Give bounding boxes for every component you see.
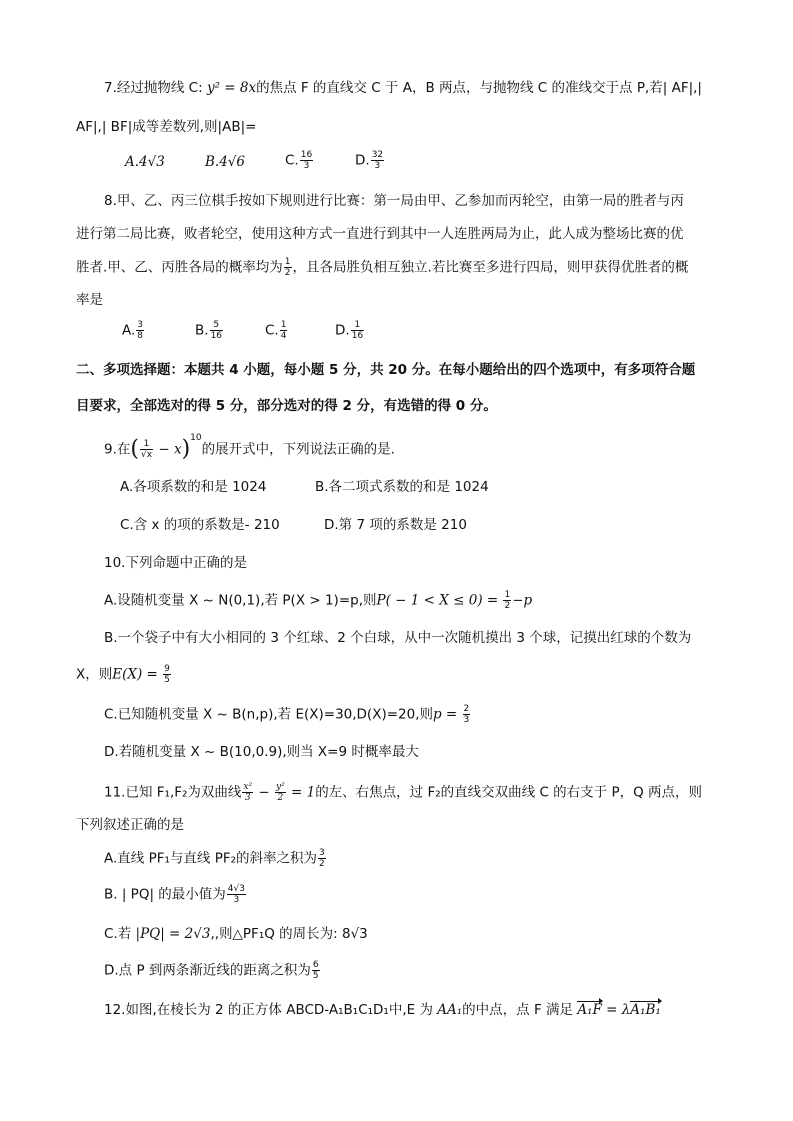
q11-option-d-text: D.点 P 到两条渐近线的距离之积为 xyxy=(104,962,311,979)
q10-option-a-text: A.设随机变量 X ~ N(0,1),若 P(X > 1)=p,则 xyxy=(104,592,377,609)
q9-prefix: 9.在 xyxy=(104,441,131,458)
q8-line2: 进行第二局比赛，败者轮空，使用这种方式一直进行到其中一人连胜两局为止，此人成为整场比赛的优 xyxy=(76,226,684,242)
q8-option-d-frac: $\frac{1}{16}$ xyxy=(351,320,364,341)
section2-line2: 目要求，全部选对的得 5 分，部分选对的得 2 分，有选错的得 0 分。 xyxy=(76,398,497,414)
q8-option-a-frac: $\frac{3}{8}$ xyxy=(137,320,144,341)
q11-option-a xyxy=(104,848,327,869)
q7-option-a: A.4√3 xyxy=(125,154,165,170)
q8-option-c-label: C. xyxy=(265,322,279,339)
q8-option-b-frac: $\frac{5}{16}$ xyxy=(210,320,223,341)
q10-option-c-frac: $\frac{2}{3}$ xyxy=(463,704,470,725)
q8-option-c xyxy=(265,320,288,341)
q10-option-d: D.若随机变量 X ~ B(10,0.9),则当 X=9 时概率最大 xyxy=(104,744,419,760)
q10-title: 10.下列命题中正确的是 xyxy=(104,555,247,571)
q7-line1-a: 7.经过抛物线 C: xyxy=(104,80,207,96)
q7-option-c-frac: $\frac{16}{3}$ xyxy=(300,150,313,171)
q8-option-b-label: B. xyxy=(195,322,209,339)
q10-option-b-line2-text: X，则 xyxy=(76,666,113,683)
q11-option-d xyxy=(104,960,321,981)
q8-option-b xyxy=(195,320,224,341)
q9-frac: $\frac{1}{√x}$ xyxy=(140,439,153,460)
q8-line3-b: ，且各局胜负相互独立.若比赛至多进行四局，则甲获得优胜者的概 xyxy=(292,259,689,276)
q8-option-a xyxy=(122,320,145,341)
q10-option-c-eq: p = xyxy=(433,706,462,723)
q10-option-a-tail: −p xyxy=(512,592,533,609)
q8-line3-a: 胜者.甲、乙、丙胜各局的概率均为 xyxy=(76,259,283,276)
q11-option-d-frac: $\frac{6}{5}$ xyxy=(312,960,319,981)
q12-line1 xyxy=(104,1000,661,1020)
q11-option-b xyxy=(104,884,247,905)
q9-option-d: D.第 7 项的系数是 210 xyxy=(324,517,467,533)
q10-option-b-line1: B.一个袋子中有大小相同的 3 个红球、2 个白球，从中一次随机摸出 3 个球，记摸出红球的个数为 xyxy=(104,630,692,646)
q7-option-c-label: C. xyxy=(285,152,299,169)
q11-option-b-frac: $\frac{4√3}{3}$ xyxy=(227,884,245,905)
q11-frac2: $\frac{\text{y²}}{2}$ xyxy=(276,782,285,803)
q11-option-c xyxy=(104,924,368,944)
q9-option-c: C.含 x 的项的系数是- 210 xyxy=(120,517,280,533)
q9-exponent: 10 xyxy=(190,433,202,443)
q7-line2: AF|,| BF|成等差数列,则|AB|= xyxy=(76,119,257,135)
q7-line1-eq: y² = 8x xyxy=(206,80,257,96)
q9-option-a: A.各项系数的和是 1024 xyxy=(120,479,267,495)
q7-option-b: B.4√6 xyxy=(205,154,245,170)
q11-line2: 下列叙述正确的是 xyxy=(76,817,184,833)
q8-line3-frac: $\frac{1}{2}$ xyxy=(284,257,291,278)
q10-option-b-eq: E(X) = xyxy=(112,666,163,683)
q11-frac1: $\frac{\text{x²}}{3}$ xyxy=(243,782,253,803)
q12-line1-b: 的中点，点 F 满足 xyxy=(462,1002,578,1018)
q8-line4: 率是 xyxy=(76,292,103,308)
q9-close-paren: ) xyxy=(181,436,191,462)
q10-option-b-frac: $\frac{9}{5}$ xyxy=(164,664,170,685)
q7-option-d xyxy=(355,150,385,171)
q11-line1 xyxy=(104,782,702,803)
q11-option-a-text: A.直线 PF₁与直线 PF₂的斜率之积为 xyxy=(104,850,318,867)
q7-line1-b: 的焦点 F 的直线交 C 于 A，B 两点，与抛物线 C 的准线交于点 P,若| AF|,| xyxy=(256,80,702,96)
section2-line1: 二、多项选择题：本题共 4 小题，每小题 5 分，共 20 分。在每小题给出的四个选项中，有多项符合题 xyxy=(76,362,696,378)
q8-line1: 8.甲、乙、丙三位棋手按如下规则进行比赛：第一局由甲、乙参加而丙轮空，由第一局的胜者与丙 xyxy=(104,193,684,209)
q10-option-a-frac: $\frac{1}{2}$ xyxy=(504,590,511,611)
q12-vector-a1f: A₁F xyxy=(577,1002,602,1018)
q11-option-a-frac: $\frac{3}{2}$ xyxy=(319,848,325,869)
q7-option-d-label: D. xyxy=(355,152,370,169)
q12-vector-a1b1: A₁B₁ xyxy=(630,1002,661,1018)
q9-mid: − x xyxy=(154,441,182,458)
q12-line1-a: 12.如图,在棱长为 2 的正方体 ABCD-A₁B₁C₁D₁中,E 为 xyxy=(104,1002,438,1018)
q12-aa1: AA₁ xyxy=(437,1002,463,1018)
q11-option-c-tail: ,,则△PF₁Q 的周长为: 8√3 xyxy=(210,926,368,942)
q7-option-d-frac: $\frac{32}{3}$ xyxy=(371,150,384,171)
q11-line1-b: 的左、右焦点，过 F₂的直线交双曲线 C 的右支于 P，Q 两点，则 xyxy=(315,784,703,801)
q10-option-c xyxy=(104,704,471,725)
q7-line1 xyxy=(104,78,702,98)
q11-option-c-eq: |PQ| = 2√3 xyxy=(135,926,211,942)
q10-option-c-text: C.已知随机变量 X ~ B(n,p),若 E(X)=30,D(X)=20,则 xyxy=(104,706,433,723)
q10-option-a-eq: P( − 1 < X ≤ 0) = xyxy=(376,592,503,609)
q12-eq: = λ xyxy=(601,1002,631,1018)
q8-option-d-label: D. xyxy=(335,322,350,339)
q11-eq: = 1 xyxy=(286,784,316,801)
q11-option-b-text: B. | PQ| 的最小值为 xyxy=(104,886,226,903)
q9-suffix: 的展开式中，下列说法正确的是. xyxy=(201,441,395,458)
q11-option-c-text: C.若 xyxy=(104,926,136,942)
q8-option-c-frac: $\frac{1}{4}$ xyxy=(280,320,287,341)
q8-option-a-label: A. xyxy=(122,322,136,339)
q7-option-c xyxy=(285,150,314,171)
q9-stem xyxy=(104,433,395,462)
q11-line1-a: 11.已知 F₁,F₂为双曲线 xyxy=(104,784,242,801)
q9-option-b: B.各二项式系数的和是 1024 xyxy=(315,479,489,495)
q10-option-a xyxy=(104,590,532,611)
q9-open-paren: ( xyxy=(130,436,139,462)
q11-minus: − xyxy=(254,784,274,801)
q8-option-d xyxy=(335,320,365,341)
q10-option-b-line2 xyxy=(76,664,172,685)
q8-line3 xyxy=(76,257,688,278)
